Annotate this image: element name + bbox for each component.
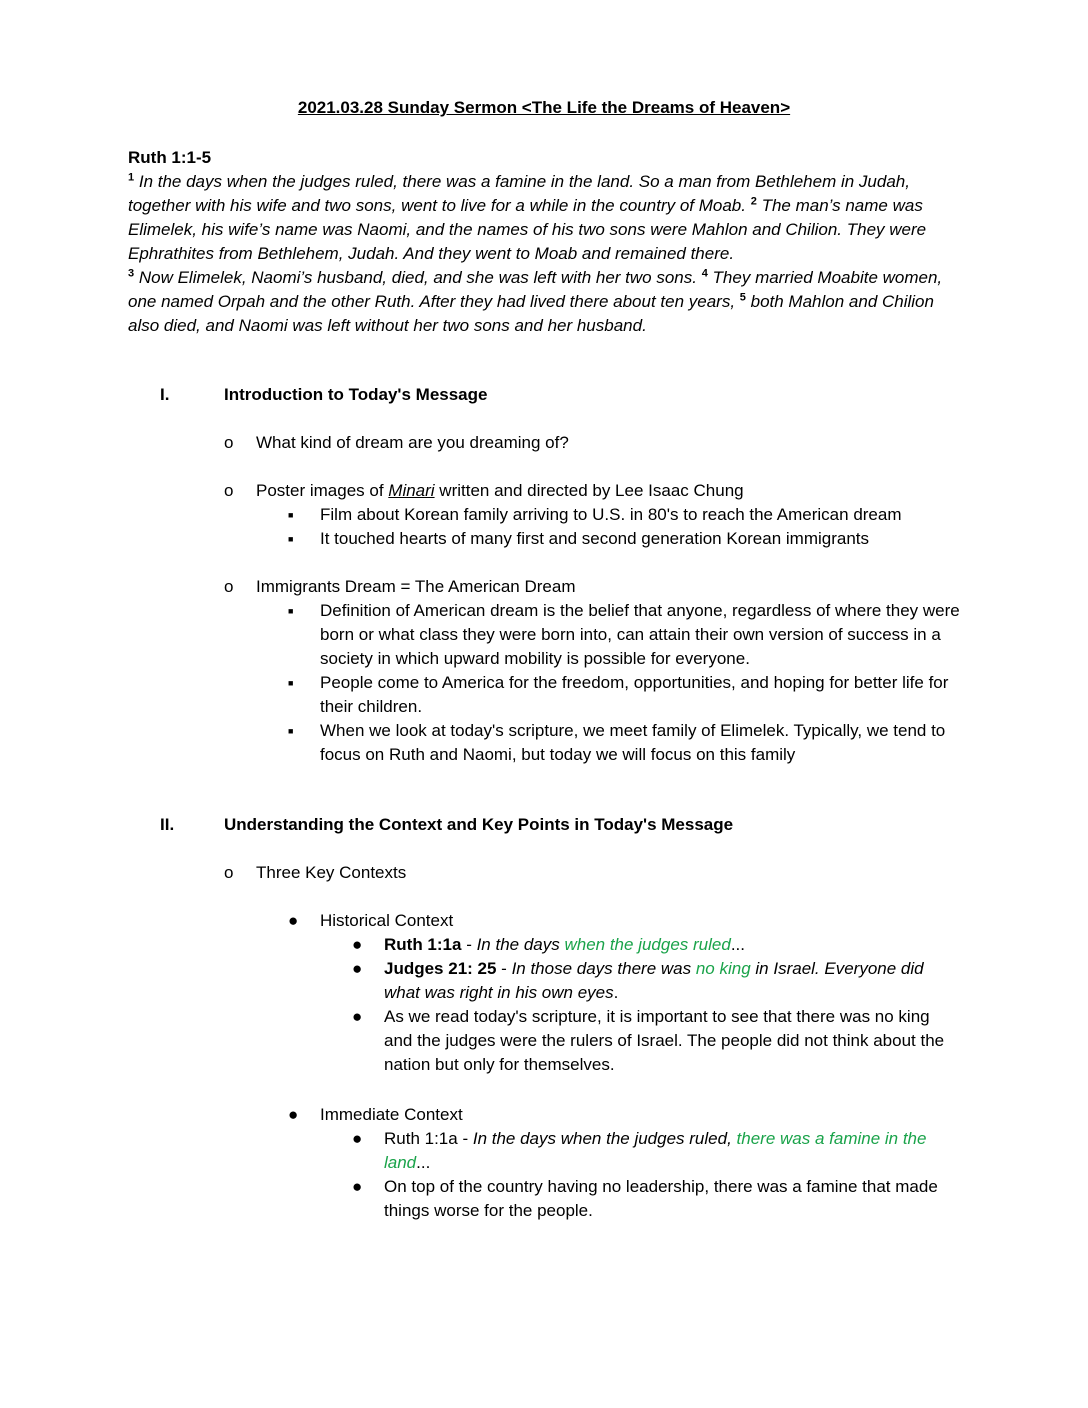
sub-list-item-text: Definition of American dream is the belief that anyone, regardless of where they were born or what class they were born into, can attain their own version of success in a society in which upward mobility is possible for everyone.: [320, 601, 960, 668]
list-item: [224, 575, 575, 599]
sub-list-item-text: People come to America for the freedom, opportunities, and hoping for better life for their children.: [320, 673, 949, 716]
context-label: Immediate Context: [320, 1105, 463, 1124]
list-item: [224, 479, 744, 503]
list-item-text: What kind of dream are you dreaming of?: [256, 433, 569, 452]
ellipsis: ...: [730, 935, 745, 954]
ellipsis: ...: [416, 1153, 431, 1172]
section-title: Introduction to Today's Message: [224, 385, 488, 404]
verse-1: In the days when the judges ruled, there was a famine in the land. So a man from Bethlehem in Judah, together with his wife and two sons, went to live for a while in the country of Moab.: [128, 172, 910, 215]
dash: -: [457, 1129, 473, 1148]
dot-bullet-icon: ●: [352, 935, 363, 954]
verse-number: 5: [739, 291, 746, 304]
circle-bullet-icon: o: [224, 481, 234, 500]
page-title: 2021.03.28 Sunday Sermon <The Life the Dreams of Heaven>: [297, 98, 791, 117]
context-item-immediate: [288, 1103, 463, 1127]
passage-reference: Ruth 1:1-5: [128, 148, 212, 167]
dot-bullet-icon: ●: [352, 1177, 363, 1196]
highlight-text: no king: [695, 959, 751, 978]
verse-2: The man’s name was Elimelek, his wife’s name was Naomi, and the names of his two sons were Mahlon and Chilion. They were Ephrathites from Bethlehem, Judah. And they went to Moab and remained there.: [128, 196, 927, 263]
context-point-text: As we read today's scripture, it is important to see that there was no king and the judges were the rulers of Israel. The people did not think about the nation but only for themselves.: [384, 1007, 945, 1074]
section-heading-2: [160, 813, 733, 837]
square-bullet-icon: ■: [288, 678, 294, 688]
context-point-text: On top of the country having no leadership, there was a famine that made things worse for the people.: [384, 1177, 938, 1220]
verse-4: They married Moabite women, one named Orpah and the other Ruth. After they had lived there about ten years,: [128, 268, 943, 311]
film-title: Minari: [388, 481, 435, 500]
dot-bullet-icon: ●: [352, 1129, 363, 1148]
passage-text: [128, 170, 968, 338]
square-bullet-icon: ■: [288, 534, 294, 544]
verse-number: 2: [750, 195, 757, 208]
highlight-text: there was a famine in the land: [384, 1129, 927, 1172]
scripture-passage: [128, 146, 968, 338]
section-title: Understanding the Context and Key Points in Today's Message: [224, 815, 734, 834]
context-point: [352, 1005, 962, 1077]
dot-bullet-icon: ●: [352, 959, 363, 978]
list-item: [224, 431, 569, 455]
list-item-text: Poster images of: [256, 481, 389, 500]
verse-number: 1: [128, 171, 135, 184]
verse-5: both Mahlon and Chilion also died, and Naomi was left without her two sons and her husband.: [128, 292, 934, 335]
context-item-historical: [288, 909, 453, 933]
sub-list-item-text: It touched hearts of many first and second generation Korean immigrants: [320, 529, 870, 548]
list-item-text: Three Key Contexts: [256, 863, 407, 882]
highlight-text: when the judges ruled: [564, 935, 731, 954]
sub-list-item: [288, 527, 968, 551]
section-number: II.: [160, 815, 175, 834]
sub-list-item: [288, 599, 968, 671]
sub-list-item: [288, 671, 968, 719]
verse-number: 4: [701, 267, 708, 280]
square-bullet-icon: ■: [288, 726, 294, 736]
context-point: [352, 933, 962, 957]
verse-3: Now Elimelek, Naomi’s husband, died, and she was left with her two sons.: [134, 268, 702, 287]
scripture-reference: Judges 21: 25: [384, 959, 497, 978]
dot-bullet-icon: ●: [288, 1105, 299, 1124]
circle-bullet-icon: o: [224, 863, 234, 882]
circle-bullet-icon: o: [224, 577, 234, 596]
dash: -: [496, 959, 512, 978]
dash: -: [461, 935, 477, 954]
quote-text: In those days there was: [511, 959, 696, 978]
period: .: [613, 983, 619, 1002]
sub-list-item-text: Film about Korean family arriving to U.S. in 80's to reach the American dream: [320, 505, 902, 524]
quote-text: in Israel. Everyone did what was right in his own eyes: [384, 959, 924, 1002]
square-bullet-icon: ■: [288, 510, 294, 520]
context-point: [352, 1127, 962, 1175]
scripture-reference: Ruth 1:1a: [384, 1129, 458, 1148]
dot-bullet-icon: ●: [288, 911, 299, 930]
scripture-reference: Ruth 1:1a: [384, 935, 462, 954]
dot-bullet-icon: ●: [352, 1007, 363, 1026]
list-item-text: Immigrants Dream = The American Dream: [256, 577, 576, 596]
context-label: Historical Context: [320, 911, 454, 930]
square-bullet-icon: ■: [288, 606, 294, 616]
verse-number: 3: [128, 267, 135, 280]
circle-bullet-icon: o: [224, 433, 234, 452]
section-heading-1: [160, 383, 487, 407]
sub-list-item: [288, 503, 968, 527]
sub-list-item-text: When we look at today's scripture, we meet family of Elimelek. Typically, we tend to focus on Ruth and Naomi, but today we will focus on this family: [320, 721, 946, 764]
sub-list-item: [288, 719, 968, 767]
context-point: [352, 1175, 962, 1223]
list-item: [224, 861, 406, 885]
quote-text: In the days: [476, 935, 565, 954]
quote-text: In the days when the judges ruled,: [472, 1129, 737, 1148]
list-item-text: written and directed by Lee Isaac Chung: [434, 481, 744, 500]
section-number: I.: [160, 385, 170, 404]
context-point: [352, 957, 962, 1005]
